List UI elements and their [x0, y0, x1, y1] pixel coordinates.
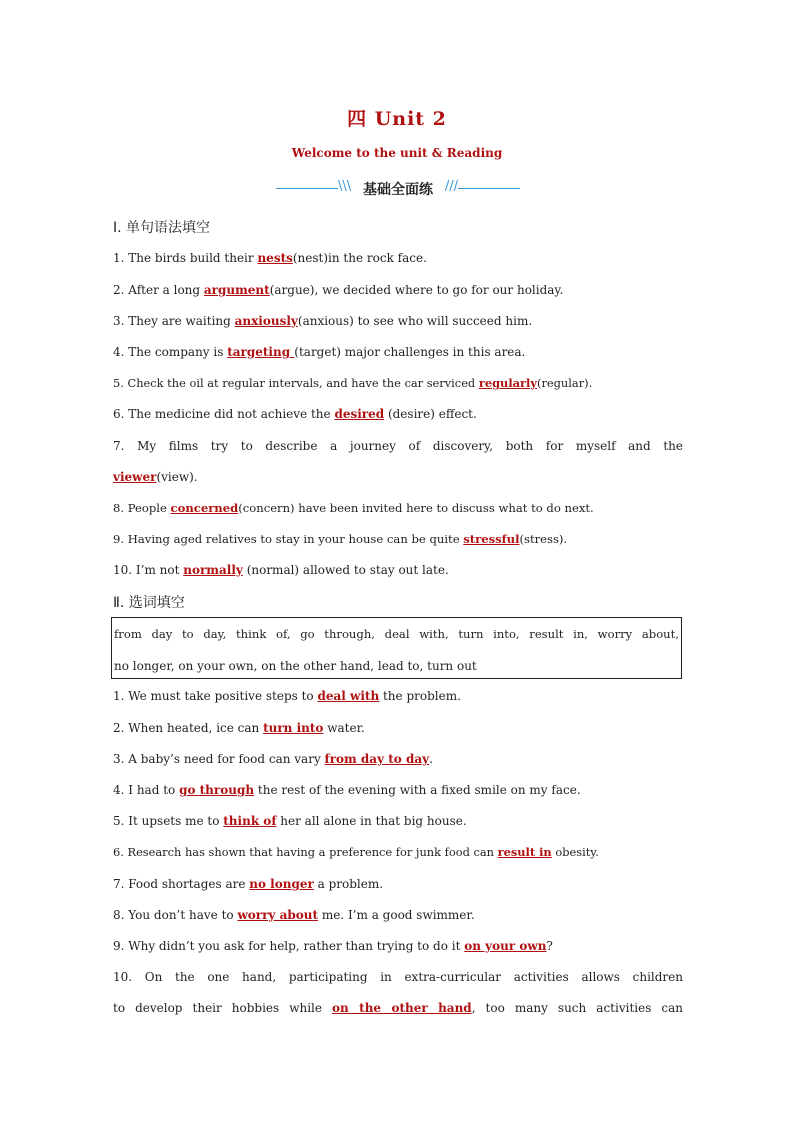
item-text: 1. We must take positive steps to [113, 689, 318, 703]
answer: turn into [263, 721, 324, 735]
answer: normally [183, 563, 243, 577]
answer: from day to day [324, 752, 430, 766]
item-text: (normal) allowed to stay out late. [242, 563, 449, 577]
exercise-item [113, 844, 683, 860]
item-text: (target) major challenges in this area. [294, 345, 526, 359]
item-text: 3. A baby’s need for food can vary [113, 752, 325, 766]
section-heading-2: Ⅱ. 选词填空 [113, 595, 185, 611]
item-text: (concern) have been invited here to discuss what to do next. [238, 501, 594, 515]
banner-left-slashes: \\\ [338, 179, 352, 194]
answer: no longer [249, 877, 314, 891]
banner-title: 基础全面练 [363, 182, 433, 198]
exercise-item [113, 907, 683, 923]
item-text: 6. The medicine did not achieve the [113, 407, 335, 421]
answer: desired [334, 407, 385, 421]
page-title: 四 Unit 2 [347, 108, 447, 130]
item-text: 4. I had to [113, 783, 180, 797]
item-text: (anxious) to see who will succeed him. [297, 314, 533, 328]
word-bank-box [111, 617, 682, 679]
banner-right-rule [458, 188, 520, 189]
item-text: 2. After a long [113, 283, 204, 297]
answer: go through [179, 783, 255, 797]
item-text: 4. The company is [113, 345, 228, 359]
answer: argument [203, 283, 270, 297]
item-text: . [429, 752, 433, 766]
exercise-item [113, 531, 683, 547]
answer: regularly [478, 376, 537, 390]
exercise-item [113, 688, 683, 704]
section-heading-1: Ⅰ. 单句语法填空 [113, 220, 211, 236]
answer: on the other hand [332, 1001, 472, 1015]
answer: stressful [463, 532, 520, 546]
item-text: ? [546, 939, 553, 953]
section-banner [276, 178, 520, 200]
exercise-item [113, 406, 683, 422]
item-text: 2. When heated, ice can [113, 721, 264, 735]
item-text: (view). [156, 470, 198, 484]
exercise-item [113, 344, 683, 360]
answer: viewer [113, 470, 157, 484]
exercise-item [113, 500, 683, 516]
item-text: 8. People [113, 501, 171, 515]
item-text: me. I’m a good swimmer. [318, 908, 475, 922]
exercise-item [113, 313, 683, 329]
item-text: (desire) effect. [384, 407, 477, 421]
item-text: 3. They are waiting [113, 314, 235, 328]
item-text: 1. The birds build their [113, 251, 258, 265]
exercise-item-continued [113, 1000, 683, 1016]
exercise-item: 10. On the one hand, participating in extra-curricular activities allows children [113, 970, 683, 984]
item-text: 9. Why didn’t you ask for help, rather than trying to do it [113, 939, 465, 953]
answer: concerned [170, 501, 239, 515]
exercise-item [113, 375, 683, 391]
item-text: (nest)in the rock face. [292, 251, 427, 265]
exercise-item [113, 720, 683, 736]
exercise-item [113, 751, 683, 767]
answer: result in [497, 845, 552, 859]
item-text: the rest of the evening with a fixed smile on my face. [254, 783, 581, 797]
item-text: 9. Having aged relatives to stay in your house can be quite [113, 532, 464, 546]
exercise-item [113, 250, 683, 266]
exercise-item [113, 282, 683, 298]
exercise-item [113, 782, 683, 798]
item-text: , too many such activities can [471, 1001, 683, 1015]
page-subtitle: Welcome to the unit & Reading [291, 146, 503, 160]
exercise-item [113, 938, 683, 954]
item-text: 5. Check the oil at regular intervals, and have the car serviced [113, 376, 479, 390]
answer: nests [257, 251, 293, 265]
item-text: 8. You don’t have to [113, 908, 238, 922]
item-text: 10. I’m not [113, 563, 184, 577]
item-text: to develop their hobbies while [113, 1001, 333, 1015]
answer: anxiously [234, 314, 298, 328]
answer: worry about [237, 908, 319, 922]
item-text: 6. Research has shown that having a preference for junk food can [113, 845, 498, 859]
item-text: the problem. [379, 689, 461, 703]
exercise-item: 7. My films try to describe a journey of discovery, both for myself and the [113, 439, 683, 453]
item-text: water. [323, 721, 365, 735]
item-text: 7. Food shortages are [113, 877, 250, 891]
exercise-item-continued [113, 469, 683, 485]
item-text: (stress). [519, 532, 568, 546]
item-text: her all alone in that big house. [276, 814, 467, 828]
item-text: (regular). [537, 376, 593, 390]
answer: on your own [464, 939, 547, 953]
answer: think of [223, 814, 277, 828]
item-text: a problem. [313, 877, 384, 891]
item-text: (argue), we decided where to go for our holiday. [269, 283, 564, 297]
item-text: obesity. [551, 845, 599, 859]
word-bank-line: from day to day, think of, go through, deal with, turn into, result in, worry about, [114, 627, 679, 641]
exercise-item [113, 562, 683, 578]
banner-right-slashes: /// [444, 179, 458, 194]
answer: deal with [317, 689, 380, 703]
item-text: 5. It upsets me to [113, 814, 224, 828]
exercise-item [113, 813, 683, 829]
answer: targeting [227, 345, 295, 359]
word-bank-line: no longer, on your own, on the other hand, lead to, turn out [114, 659, 477, 673]
exercise-item [113, 876, 683, 892]
